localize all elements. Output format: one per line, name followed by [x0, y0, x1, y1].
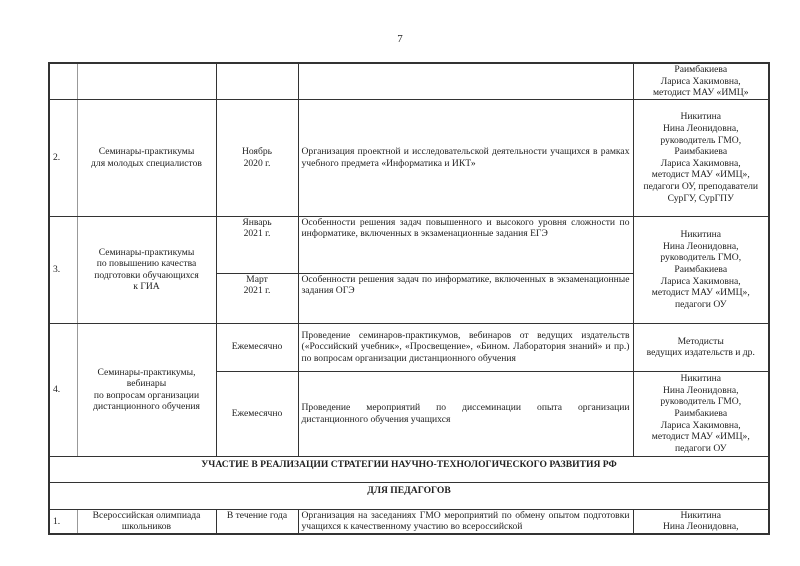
- plan-table: [48, 62, 770, 535]
- row-number: 4.: [49, 323, 77, 456]
- table-row: [49, 99, 769, 216]
- content-cell: Особенности решения задач повышенного и высокого уровня сложности по информатике, включенных в экзаменационные задания ЕГЭ: [298, 216, 633, 273]
- row-number: 3.: [49, 216, 77, 323]
- date-cell: Ежемесячно: [216, 371, 298, 456]
- date-cell: Март 2021 г.: [216, 273, 298, 323]
- date-cell: Январь 2021 г.: [216, 216, 298, 273]
- topic-cell: Всероссийская олимпиада школьников: [77, 509, 216, 534]
- topic-cell: Семинары-практикумы, вебинары по вопросам организации дистанционного обучения: [77, 323, 216, 456]
- date-cell: Ежемесячно: [216, 323, 298, 371]
- table-row: [49, 216, 769, 273]
- row-number: 2.: [49, 99, 77, 216]
- date-cell: В течение года: [216, 509, 298, 534]
- row-number: 1.: [49, 509, 77, 534]
- content-cell: Особенности решения задач по информатике, включенных в экзаменационные задания ОГЭ: [298, 273, 633, 323]
- content-cell: Организация проектной и исследовательской деятельности учащихся в рамках учебного предмета «Информатика и ИКТ»: [298, 99, 633, 216]
- table-row: [49, 509, 769, 534]
- topic-cell: Семинары-практикумы для молодых специалистов: [77, 99, 216, 216]
- page-number: 7: [397, 33, 403, 45]
- responsible-cell: Никитина Нина Леонидовна, руководитель ГМО, Раимбакиева Лариса Хакимовна, методист МАУ «ИМЦ», педагоги ОУ, преподаватели СурГУ, СурГПУ: [633, 99, 769, 216]
- table-row: [49, 63, 769, 99]
- responsible-cell: Раимбакиева Лариса Хакимовна, методист МАУ «ИМЦ»: [633, 63, 769, 99]
- section-subheading: ДЛЯ ПЕДАГОГОВ: [49, 482, 769, 509]
- content-cell: Организация на заседаниях ГМО мероприятий по обмену опытом подготовки учащихся к качественному участию во всероссийской: [298, 509, 633, 534]
- responsible-cell: Методисты ведущих издательств и др.: [633, 323, 769, 371]
- date-cell: Ноябрь 2020 г.: [216, 99, 298, 216]
- section-header-row: [49, 456, 769, 482]
- content-cell: Проведение семинаров-практикумов, вебинаров от ведущих издательств («Российский учебник», «Просвещение», «Бином. Лаборатория знаний» и пр.) по вопросам организации дистанционного обучения: [298, 323, 633, 371]
- table-row: [49, 323, 769, 371]
- responsible-cell: Никитина Нина Леонидовна,: [633, 509, 769, 534]
- responsible-cell: Никитина Нина Леонидовна, руководитель ГМО, Раимбакиева Лариса Хакимовна, методист МАУ «ИМЦ», педагоги ОУ: [633, 371, 769, 456]
- topic-cell: Семинары-практикумы по повышению качества подготовки обучающихся к ГИА: [77, 216, 216, 323]
- section-heading: УЧАСТИЕ В РЕАЛИЗАЦИИ СТРАТЕГИИ НАУЧНО-ТЕХНОЛОГИЧЕСКОГО РАЗВИТИЯ РФ: [49, 456, 769, 482]
- content-cell: Проведение мероприятий по диссеминации опыта организации дистанционного обучения учащихся: [298, 371, 633, 456]
- section-header-row: [49, 482, 769, 509]
- responsible-cell: Никитина Нина Леонидовна, руководитель ГМО, Раимбакиева Лариса Хакимовна, методист МАУ «ИМЦ», педагоги ОУ: [633, 216, 769, 323]
